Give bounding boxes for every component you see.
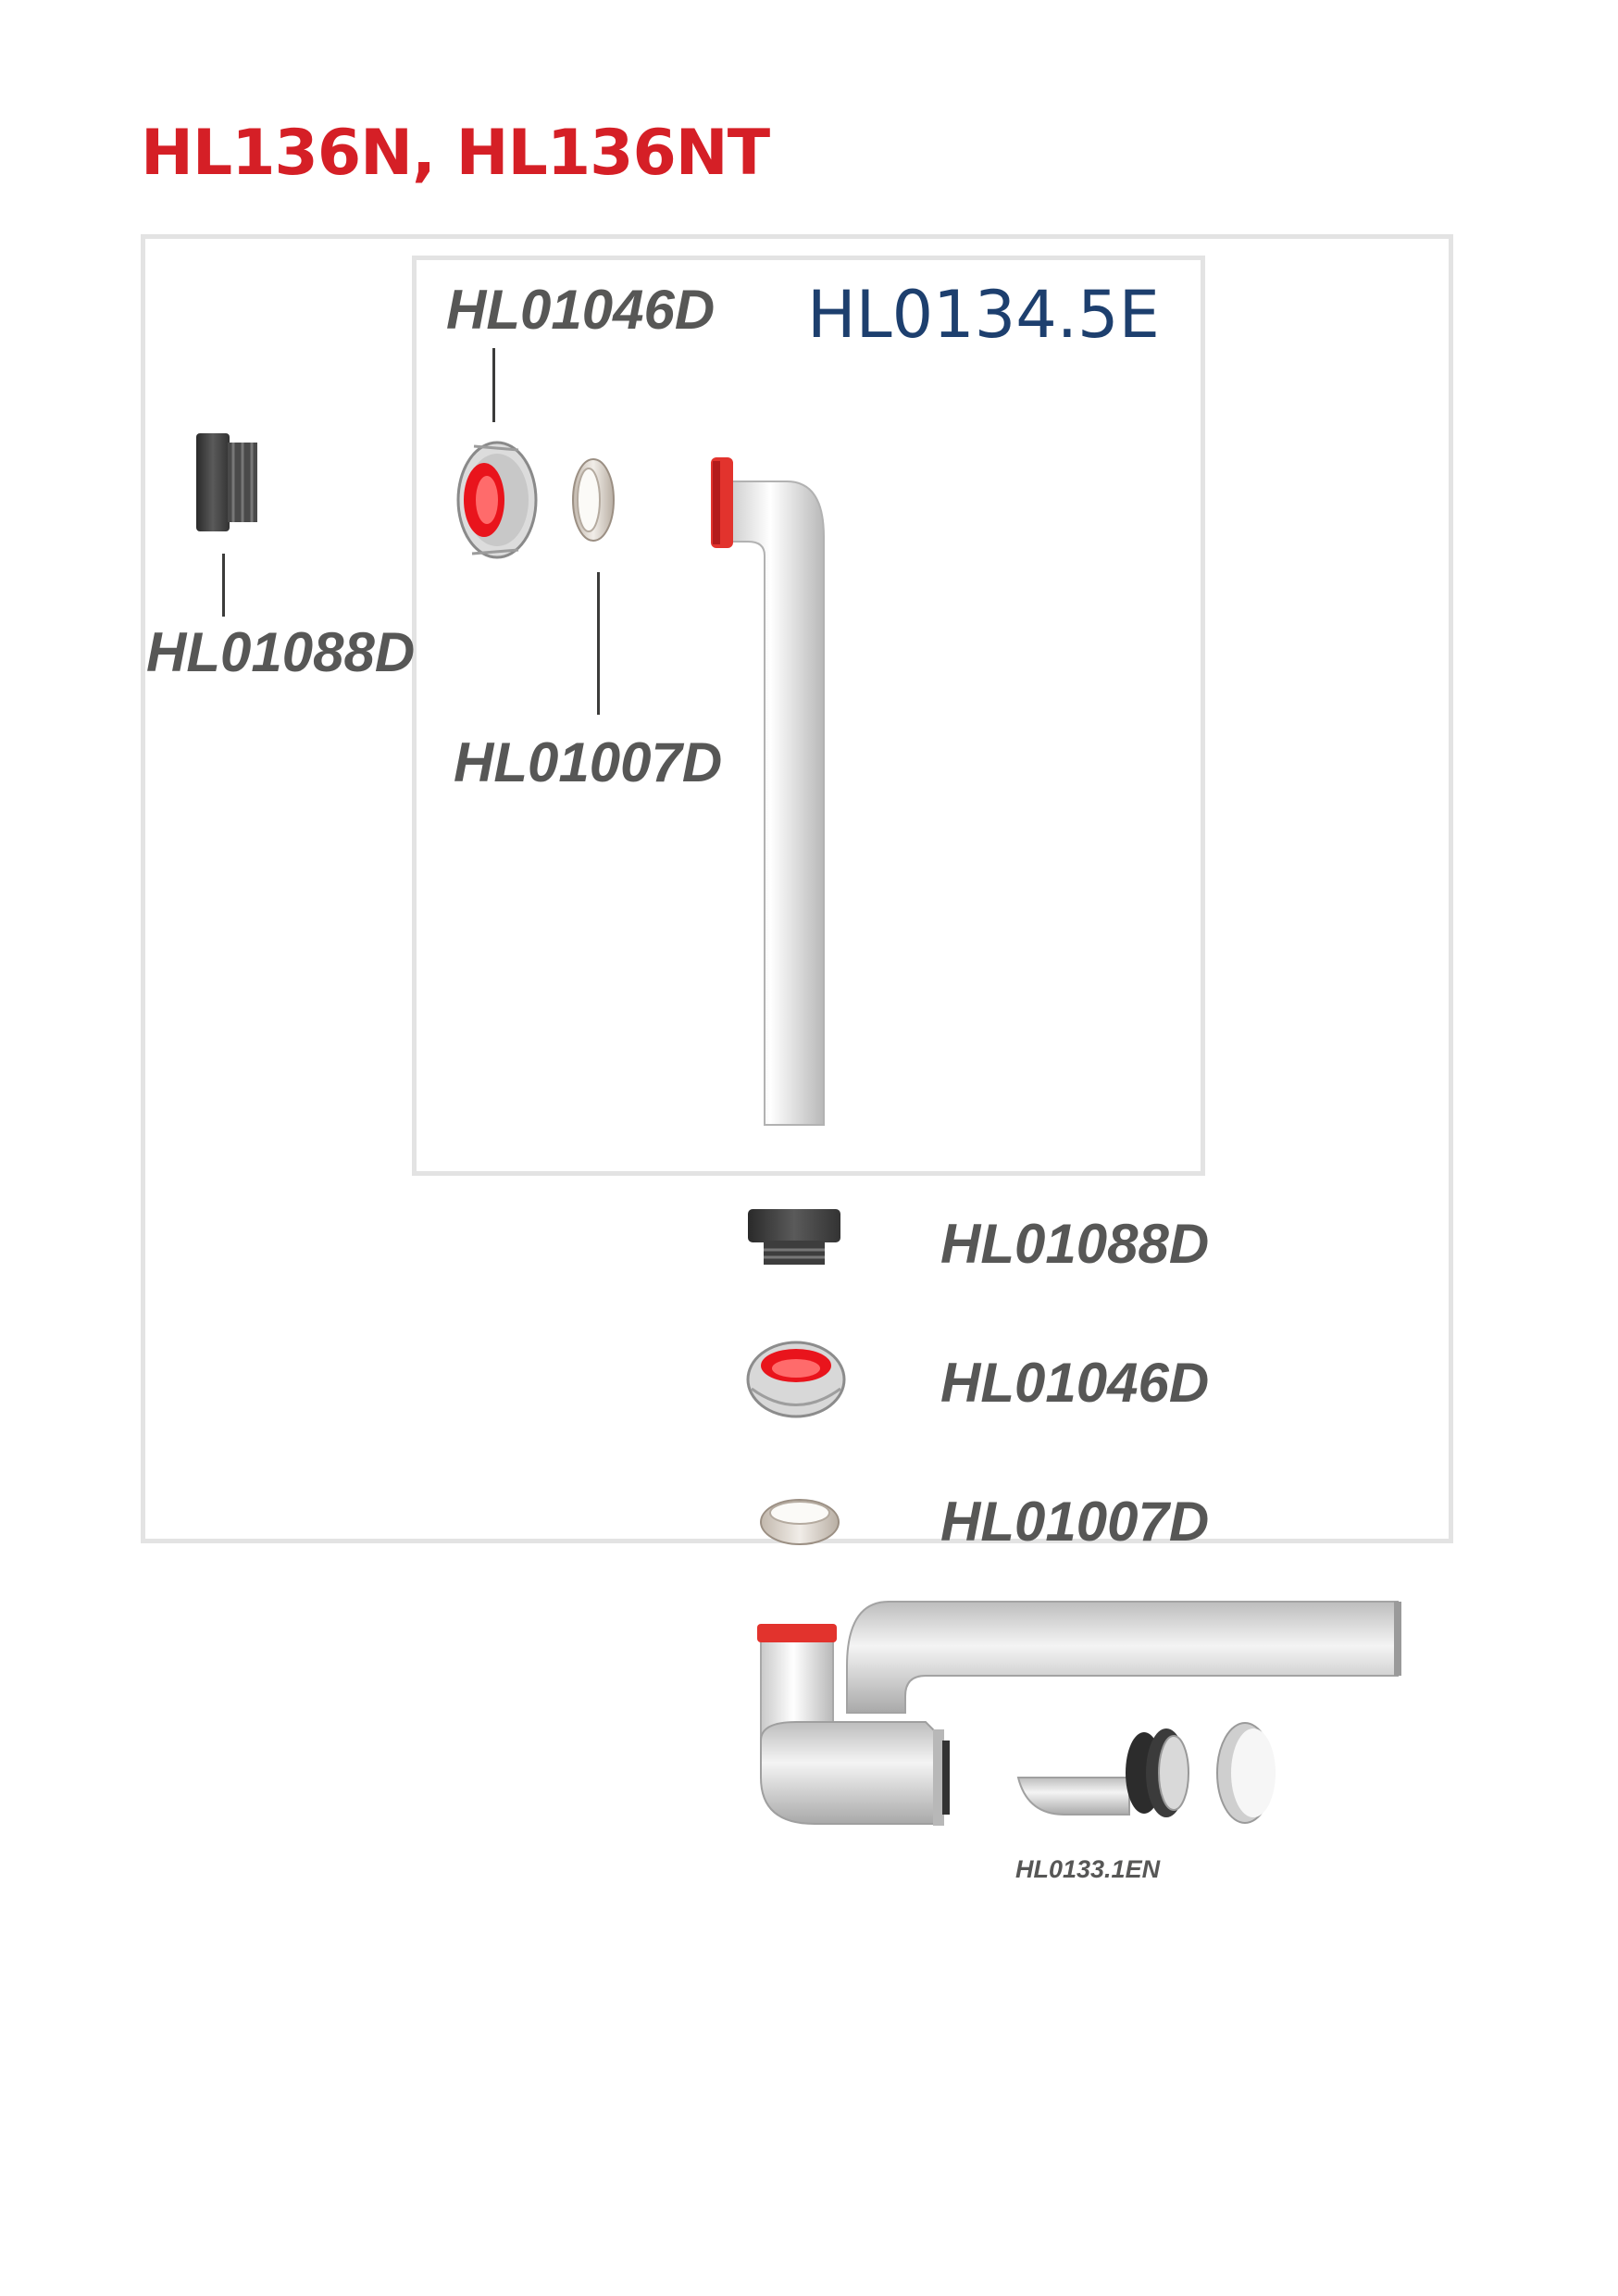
- callout-ring-label: HL01007D: [454, 731, 723, 793]
- callout-ring-leader: [597, 572, 600, 715]
- legend-adapter-icon: [748, 1209, 840, 1265]
- legend-adapter-label: HL01088D: [940, 1213, 1210, 1275]
- adapter-icon: [196, 433, 257, 531]
- siphon-assembly-icon: [757, 1602, 1401, 1826]
- legend-seal-ring-label: HL01007D: [940, 1491, 1210, 1553]
- legend-union-nut-label: HL01046D: [940, 1352, 1210, 1414]
- seal-ring-icon: [573, 459, 614, 541]
- j-pipe-icon: [711, 457, 824, 1125]
- kit-title: HL0134.5E: [807, 277, 1160, 353]
- legend-seal-ring-icon: [761, 1500, 839, 1544]
- siphon-label: HL0133.1EN: [1015, 1855, 1161, 1883]
- callout-adapter-label: HL01088D: [146, 621, 416, 683]
- callout-nut-leader: [492, 348, 495, 422]
- callout-adapter-leader: [222, 554, 225, 617]
- callout-nut-label: HL01046D: [446, 279, 716, 341]
- page-title: HL136N, HL136NT: [141, 117, 770, 190]
- union-nut-icon: [458, 443, 536, 557]
- legend-union-nut-icon: [748, 1342, 844, 1416]
